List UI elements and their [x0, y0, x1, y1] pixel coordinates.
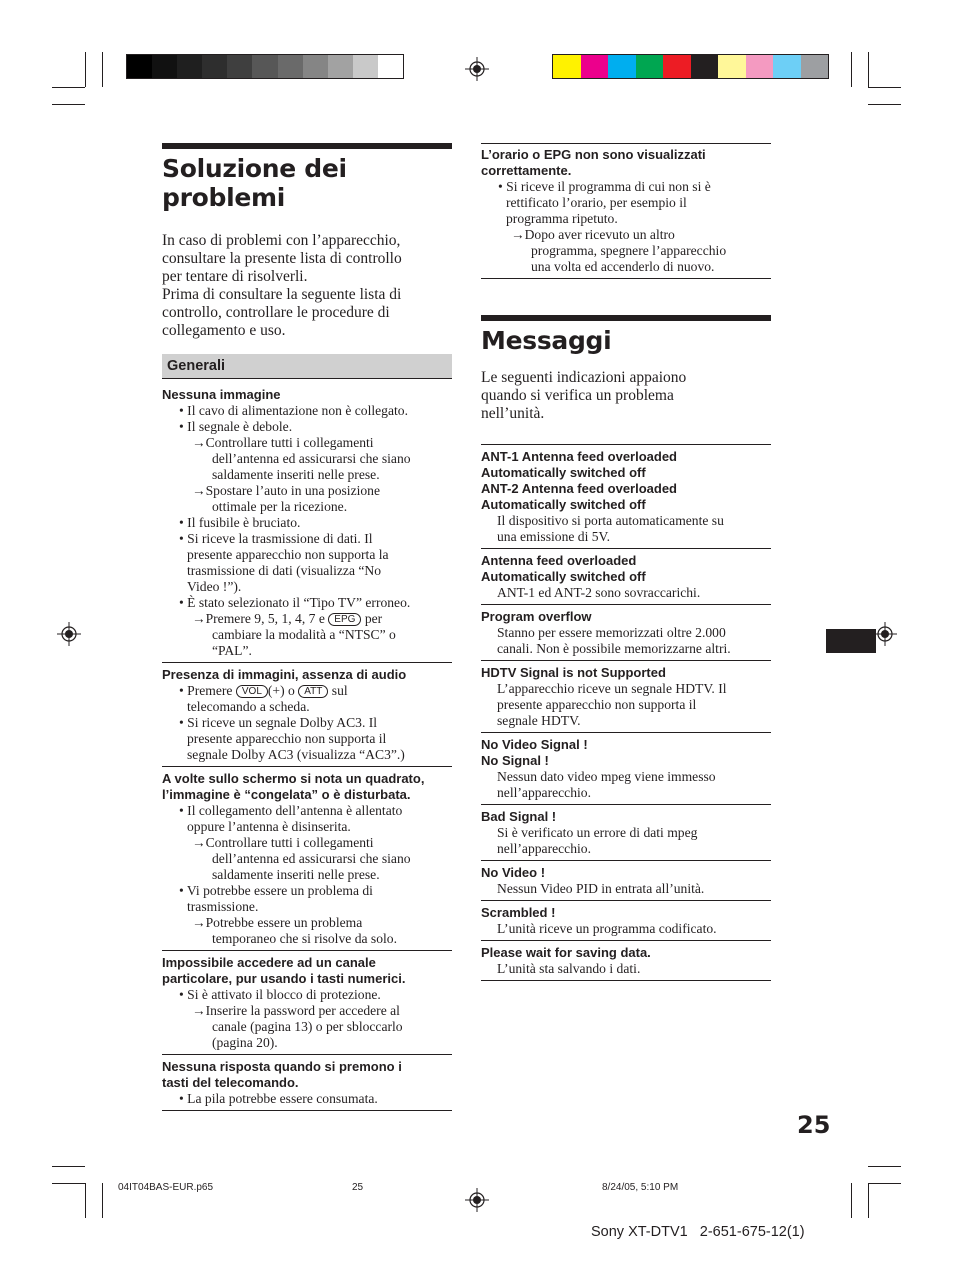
message-block	[481, 605, 771, 661]
remedy-item: → Spostare l’auto in una posizione ottimale per la ricezione.	[162, 483, 452, 515]
color-swatch	[691, 55, 719, 78]
problem-title: Presenza di immagini, assenza di audio	[162, 667, 407, 682]
registration-mark-bottom	[465, 1188, 489, 1212]
cause-item: • Premere VOL (+) o ATT sul telecomando a scheda.	[162, 683, 452, 715]
problem-block	[162, 663, 452, 767]
gray-swatch	[202, 55, 227, 78]
messages-list	[481, 444, 771, 981]
gray-swatch	[252, 55, 277, 78]
registration-mark-top	[465, 57, 489, 81]
registration-mark-left	[57, 622, 81, 646]
gray-swatch	[353, 55, 378, 78]
problem-title: Impossibile accedere ad un canale particolare, pur usando i tasti numerici.	[162, 955, 406, 986]
remedy-item: → Inserire la password per accedere al canale (pagina 13) o per sbloccarlo (pagina 20).	[162, 1003, 452, 1051]
cause-item: • Il fusibile è bruciato.	[162, 515, 452, 531]
registration-mark-right	[873, 622, 897, 646]
gray-swatch	[303, 55, 328, 78]
message-block	[481, 805, 771, 861]
gray-swatch	[177, 55, 202, 78]
message-title: No Video !	[481, 865, 546, 880]
message-description: Si è verificato un errore di dati mpeg nell’apparecchio.	[497, 825, 698, 856]
messages-intro	[481, 369, 771, 423]
message-description: Il dispositivo si porta automaticamente su una emissione di 5V.	[497, 513, 724, 544]
message-title: No Signal !	[481, 753, 549, 768]
intro-line: Prima di consultare la seguente lista di	[162, 286, 402, 303]
gray-swatch	[328, 55, 353, 78]
color-swatch	[553, 55, 581, 78]
problem-block	[162, 951, 452, 1055]
cause-item: • Il cavo di alimentazione non è collegato.	[162, 403, 452, 419]
section-heading-generali: Generali	[162, 354, 452, 379]
message-title: HDTV Signal is not Supported	[481, 665, 666, 680]
gray-color-bar	[126, 54, 404, 79]
cause-item: • La pila potrebbe essere consumata.	[162, 1091, 452, 1107]
color-swatch	[801, 55, 829, 78]
vol-key: VOL	[236, 685, 268, 698]
page-title: Soluzione dei problemi	[162, 154, 347, 212]
cause-item: • Il segnale è debole.	[162, 419, 452, 435]
problem-title: A volte sullo schermo si nota un quadrato, l’immagine è “congelata” o è disturbata.	[162, 771, 425, 802]
message-description: Stanno per essere memorizzati oltre 2.000 canali. Non è possibile memorizzarne altri.	[497, 625, 731, 656]
message-title: ANT-2 Antenna feed overloaded	[481, 481, 677, 496]
intro-line: quando si verifica un problema	[481, 387, 674, 404]
left-column	[162, 143, 452, 1111]
message-title: ANT-1 Antenna feed overloaded	[481, 449, 677, 464]
message-description: L’unità riceve un programma codificato.	[497, 921, 717, 936]
message-title: Automatically switched off	[481, 497, 646, 512]
message-title: Antenna feed overloaded	[481, 553, 637, 568]
color-swatch	[636, 55, 664, 78]
remedy-item: → Controllare tutti i collegamenti dell’antenna ed assicurarsi che siano saldamente inseriti nelle prese.	[162, 835, 452, 883]
page-number: 25	[797, 1111, 831, 1139]
footer-page: 25	[352, 1182, 364, 1193]
message-block	[481, 861, 771, 901]
cause-item: • Si riceve un segnale Dolby AC3. Il presente apparecchio non supporta il segnale Dolby AC3 (visualizza “AC3”.)	[162, 715, 452, 763]
remedy-item: → Premere 9, 5, 1, 4, 7 e EPG per cambiare la modalità a “NTSC” o “PAL”.	[162, 611, 452, 659]
message-title: Automatically switched off	[481, 465, 646, 480]
gray-swatch	[152, 55, 177, 78]
message-block	[481, 733, 771, 805]
cause-item: • Vi potrebbe essere un problema di trasmissione.	[162, 883, 452, 915]
cause-item: • Il collegamento dell’antenna è allentato oppure l’antenna è disinserita.	[162, 803, 452, 835]
thumb-tab	[826, 629, 876, 653]
message-block	[481, 901, 771, 941]
message-description: ANT-1 ed ANT-2 sono sovraccarichi.	[497, 585, 701, 600]
cause-item: • Si è attivato il blocco di protezione.	[162, 987, 452, 1003]
problem-block	[481, 143, 771, 279]
intro-line: nell’unità.	[481, 405, 545, 422]
color-swatch	[718, 55, 746, 78]
intro-line: per tentare di risolverli.	[162, 268, 308, 285]
color-swatch	[773, 55, 801, 78]
intro-line: collegamento e uso.	[162, 322, 286, 339]
intro-line: controllo, controllare le procedure di	[162, 304, 390, 321]
problem-title: Nessuna immagine	[162, 387, 281, 402]
problem-block	[162, 767, 452, 951]
message-title: Program overflow	[481, 609, 592, 624]
color-swatch	[608, 55, 636, 78]
gray-swatch	[378, 55, 403, 78]
problem-title: Nessuna risposta quando si premono i tasti del telecomando.	[162, 1059, 402, 1090]
message-block	[481, 549, 771, 605]
message-block	[481, 661, 771, 733]
color-swatch	[746, 55, 774, 78]
att-key: ATT	[298, 685, 328, 698]
gray-swatch	[278, 55, 303, 78]
message-description: Nessun Video PID in entrata all’unità.	[497, 881, 705, 896]
intro-line: In caso di problemi con l’apparecchio,	[162, 232, 401, 249]
intro-line: Le seguenti indicazioni appaiono	[481, 369, 687, 386]
remedy-item: → Dopo aver ricevuto un altro programma, spegnere l’apparecchio una volta ed accenderlo di nuovo.	[481, 227, 771, 275]
message-title: Automatically switched off	[481, 569, 646, 584]
cause-item: • Si riceve il programma di cui non si è rettificato l’orario, per esempio il programma ripetuto.	[481, 179, 771, 227]
epg-key: EPG	[328, 613, 361, 626]
problem-title: L’orario o EPG non sono visualizzati correttamente.	[481, 147, 706, 178]
message-block	[481, 941, 771, 981]
cause-item: • Si riceve la trasmissione di dati. Il presente apparecchio non supporta la trasmissione di dati (visualizza “No Video !”).	[162, 531, 452, 595]
message-title: Scrambled !	[481, 905, 556, 920]
footer-file-name: 04IT04BAS-EUR.p65	[118, 1182, 214, 1193]
message-description: L’apparecchio riceve un segnale HDTV. Il presente apparecchio non supporta il segnale HDTV.	[497, 681, 727, 728]
gray-swatch	[227, 55, 252, 78]
gray-swatch	[127, 55, 152, 78]
remedy-item: → Controllare tutti i collegamenti dell’antenna ed assicurarsi che siano saldamente inseriti nelle prese.	[162, 435, 452, 483]
intro-line: consultare la presente lista di controllo	[162, 250, 402, 267]
right-column	[481, 143, 771, 981]
message-title: Please wait for saving data.	[481, 945, 651, 960]
title-rule	[481, 315, 771, 321]
message-description: L’unità sta salvando i dati.	[497, 961, 641, 976]
problem-block	[162, 1055, 452, 1111]
message-title: Bad Signal !	[481, 809, 557, 824]
color-swatch	[663, 55, 691, 78]
message-description: Nessun dato video mpeg viene immesso nell’apparecchio.	[497, 769, 716, 800]
color-bar	[552, 54, 829, 79]
color-swatch	[581, 55, 609, 78]
footer-model: Sony XT-DTV1 2-651-675-12(1)	[591, 1224, 805, 1240]
problem-block	[162, 383, 452, 663]
messages-title: Messaggi	[481, 326, 612, 355]
cause-item: • È stato selezionato il “Tipo TV” erroneo.	[162, 595, 452, 611]
message-block	[481, 445, 771, 549]
footer-date: 8/24/05, 5:10 PM	[602, 1182, 679, 1193]
title-rule	[162, 143, 452, 149]
remedy-item: → Potrebbe essere un problema temporaneo che si risolve da solo.	[162, 915, 452, 947]
message-title: No Video Signal !	[481, 737, 588, 752]
intro-paragraph	[162, 232, 452, 340]
